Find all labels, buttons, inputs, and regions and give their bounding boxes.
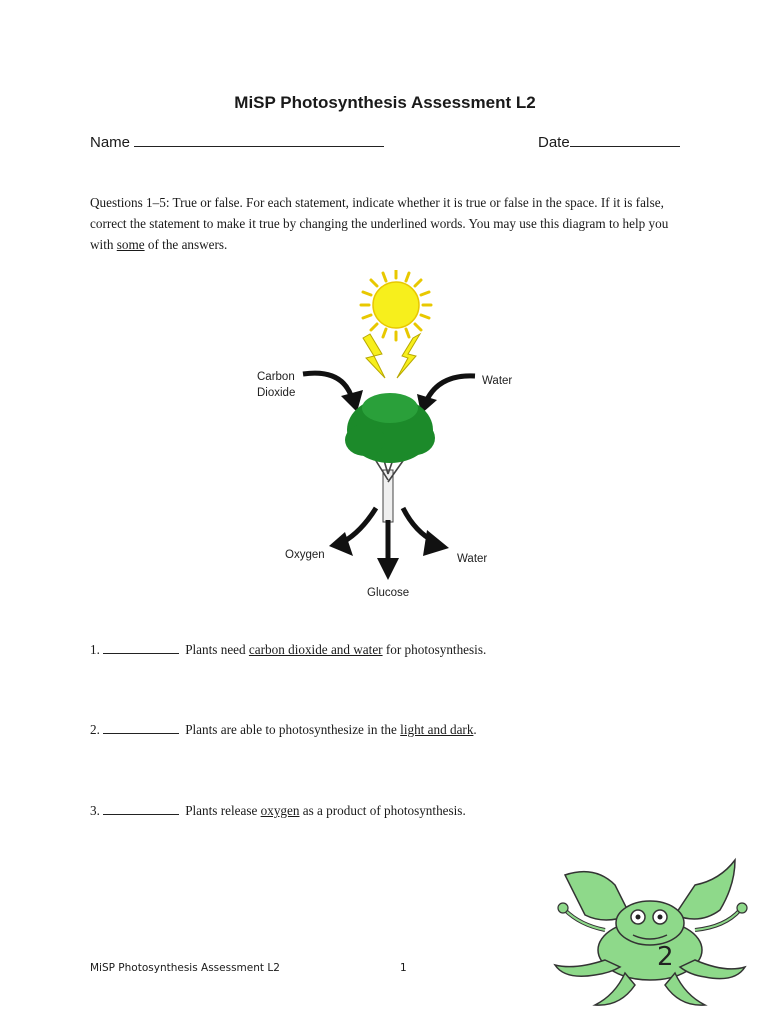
answer-blank-3[interactable] bbox=[103, 802, 179, 815]
question-1 bbox=[90, 641, 486, 658]
instructions-text: Questions 1–5: True or false. For each statement, indicate whether it is true or false in the space. If it is false, correct the statement to make it true by changing the underlined words. You may use this diagram to help you with bbox=[90, 195, 669, 252]
tree-icon bbox=[345, 393, 435, 522]
question-underlined: light and dark bbox=[400, 722, 474, 737]
arrow-water-out bbox=[403, 508, 449, 556]
question-number: 2. bbox=[90, 722, 100, 737]
answer-blank-1[interactable] bbox=[103, 641, 179, 654]
date-field-line bbox=[538, 132, 680, 151]
instructions-text-end: of the answers. bbox=[144, 237, 228, 252]
question-number: 3. bbox=[90, 803, 100, 818]
label-water-out: Water bbox=[457, 553, 488, 565]
page-number: 1 bbox=[400, 962, 407, 974]
arrow-carbon-dioxide-in bbox=[303, 373, 363, 412]
arrow-water-in bbox=[417, 376, 475, 414]
name-blank[interactable] bbox=[134, 132, 384, 147]
sun-icon bbox=[361, 270, 431, 340]
instructions-underlined-word: some bbox=[116, 237, 145, 252]
question-text-end: . bbox=[473, 722, 477, 737]
date-label: Date bbox=[538, 134, 570, 151]
lightning-bolt-icon-right bbox=[397, 334, 420, 378]
mascot-badge-number: 2 bbox=[657, 942, 674, 972]
answer-blank-2[interactable] bbox=[103, 721, 179, 734]
lightning-bolt-icon-left bbox=[363, 334, 385, 378]
arrow-glucose-out bbox=[377, 520, 399, 580]
question-underlined: oxygen bbox=[260, 803, 300, 818]
question-underlined: carbon dioxide and water bbox=[248, 642, 383, 657]
question-2 bbox=[90, 721, 477, 738]
document-title: MiSP Photosynthesis Assessment L2 bbox=[234, 93, 536, 112]
label-glucose: Glucose bbox=[367, 587, 410, 599]
photosynthesis-diagram bbox=[245, 270, 530, 605]
question-text-end: as a product of photosynthesis. bbox=[299, 803, 466, 818]
name-field-line bbox=[90, 132, 384, 151]
footer-title: MiSP Photosynthesis Assessment L2 bbox=[90, 962, 280, 974]
question-number: 1. bbox=[90, 642, 100, 657]
arrow-oxygen-out bbox=[329, 508, 376, 556]
instructions-paragraph bbox=[90, 192, 680, 255]
label-dioxide: Dioxide bbox=[257, 387, 296, 399]
date-blank[interactable] bbox=[570, 132, 680, 147]
name-label: Name bbox=[90, 134, 131, 151]
question-text: Plants are able to photosynthesize in the bbox=[181, 722, 401, 737]
label-carbon: Carbon bbox=[257, 371, 295, 383]
label-oxygen: Oxygen bbox=[285, 549, 325, 561]
frog-mascot-icon bbox=[535, 855, 765, 1020]
label-water-in: Water bbox=[482, 375, 513, 387]
question-text: Plants need bbox=[181, 642, 249, 657]
question-text: Plants release bbox=[181, 803, 261, 818]
question-text-end: for photosynthesis. bbox=[382, 642, 487, 657]
question-3 bbox=[90, 802, 466, 819]
